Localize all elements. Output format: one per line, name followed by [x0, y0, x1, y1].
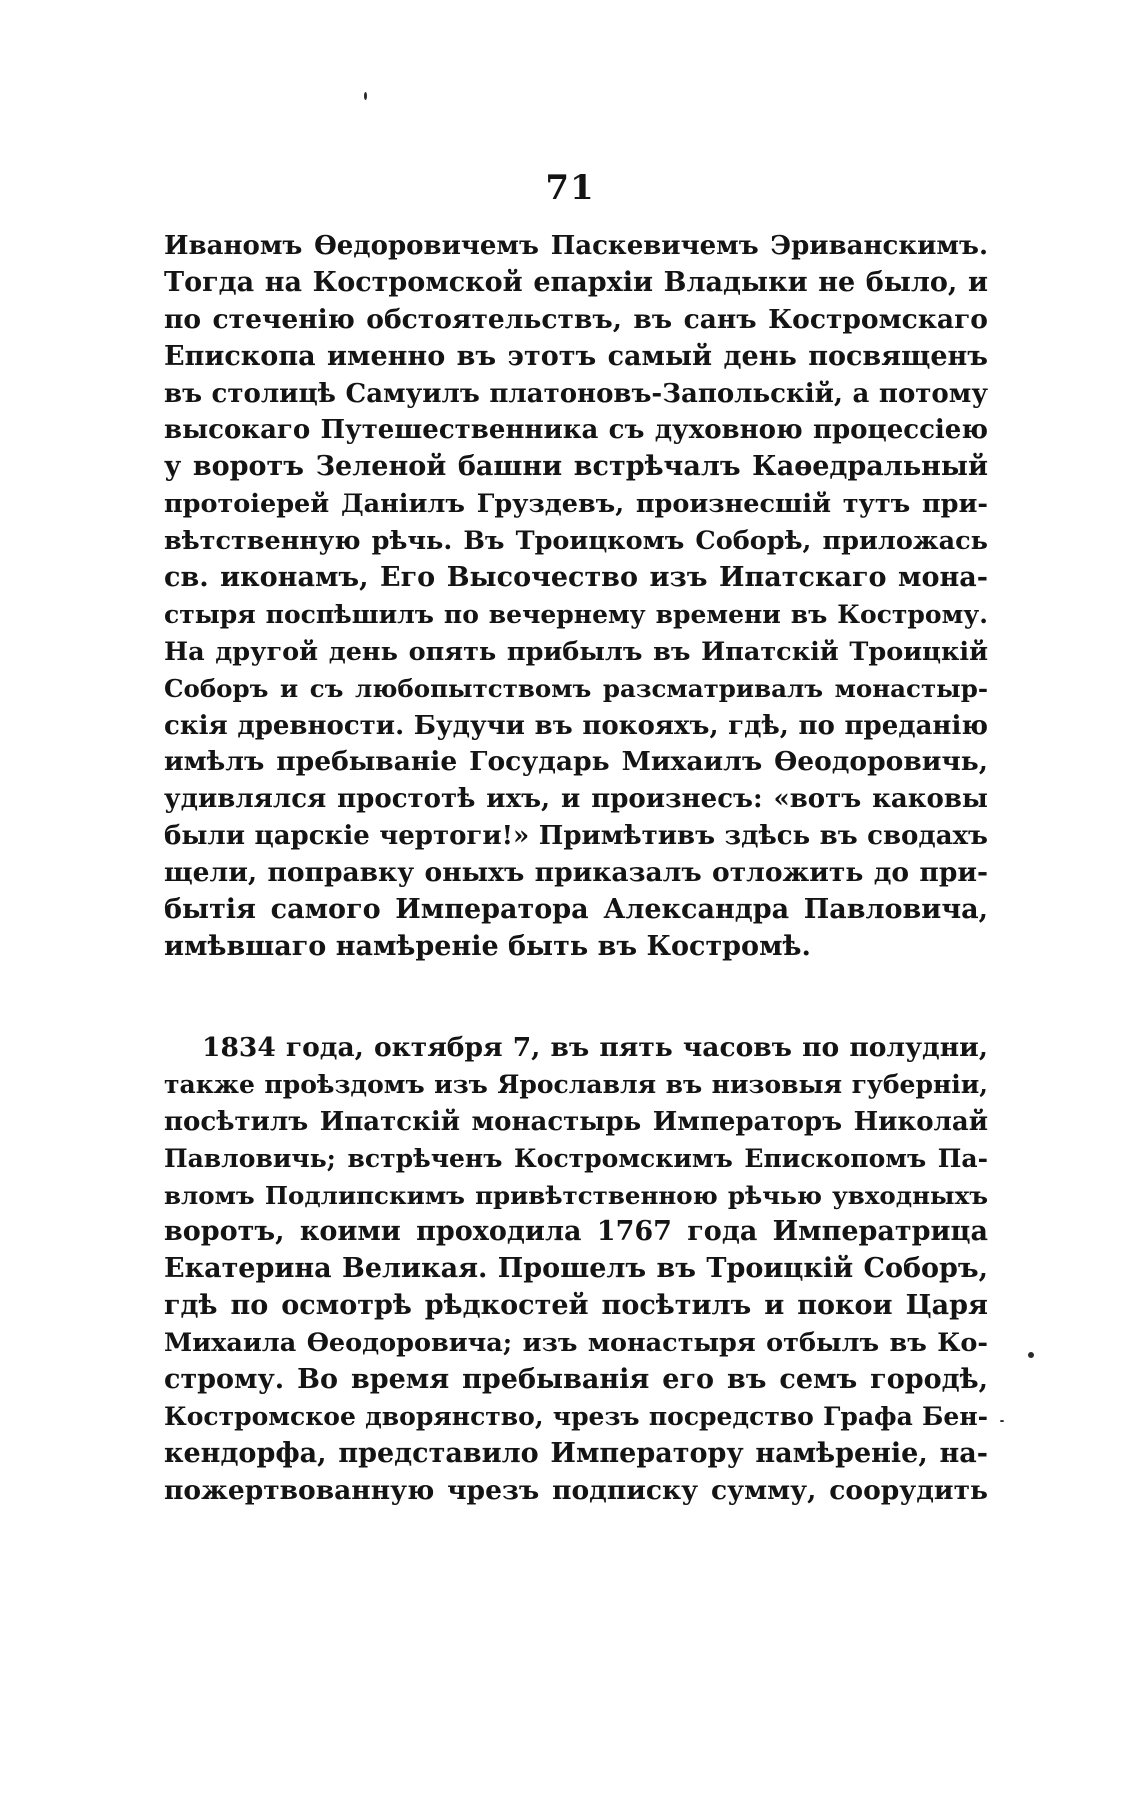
text-line: въ столицѣ Самуилъ платоновъ-Запольскій, а потому: [164, 378, 988, 409]
text-line: высокаго Путешественника съ духовною процессіею: [164, 415, 988, 446]
text-line: стыря поспѣшилъ по вечернему времени въ Кострому.: [164, 599, 988, 629]
text-line: были царскіе чертоги!» Примѣтивъ здѣсь въ сводахъ: [164, 821, 988, 852]
text-line: 1834 года, октября 7, въ пять часовъ по полудни,: [202, 1032, 988, 1063]
text-line: вѣтственную рѣчь. Въ Троицкомъ Соборѣ, приложась: [164, 526, 988, 557]
scan-speck: [1028, 1352, 1034, 1358]
page-number: 71: [545, 168, 595, 208]
text-line: имѣлъ пребываніе Государь Михаилъ Өеодоровичь,: [164, 746, 988, 778]
text-line: воротъ, коими проходила 1767 года Императрица: [164, 1216, 988, 1248]
text-line: Екатерина Великая. Прошелъ въ Троицкій Соборъ,: [164, 1253, 988, 1285]
text-line: кендорфа, представило Императору намѣреніе, на-: [164, 1437, 988, 1469]
text-line: имѣвшаго намѣреніе быть въ Костромѣ.: [164, 930, 811, 962]
text-line: по стеченію обстоятельствъ, въ санъ Костромскаго: [164, 303, 988, 335]
scan-speck: [364, 92, 367, 100]
text-line: Иваномъ Өедоровичемъ Паскевичемъ Эриванскимъ.: [164, 231, 988, 261]
text-line: Михаила Өеодоровича; изъ монастыря отбылъ въ Ко-: [164, 1328, 988, 1359]
text-line: скія древности. Будучи въ покояхъ, гдѣ, по преданію: [164, 710, 988, 741]
paragraph-1: [164, 228, 988, 966]
text-line: гдѣ по осмотрѣ рѣдкостей посѣтилъ и покои Царя: [164, 1290, 988, 1322]
text-line: протоіерей Даніилъ Груздевъ, произнесшій тутъ при-: [164, 489, 988, 520]
text-line: Епископа именно въ этотъ самый день посвященъ: [164, 340, 988, 372]
text-line: Павловичь; встрѣченъ Костромскимъ Епископомъ Па-: [164, 1143, 988, 1173]
text-line: также проѣздомъ изъ Ярославля въ низовыя губерніи,: [164, 1069, 988, 1099]
text-line: Тогда на Костромской епархіи Владыки не было, и: [164, 266, 988, 298]
text-line: строму. Во время пребыванія его въ семъ городѣ,: [164, 1364, 988, 1396]
text-line: На другой день опять прибылъ въ Ипатскій Троицкій: [164, 636, 988, 667]
text-line: у воротъ Зеленой башни встрѣчалъ Каөедральный: [164, 451, 988, 483]
text-line: Костромское дворянство, чрезъ посредство Графа Бен-: [164, 1401, 988, 1431]
text-line: св. иконамъ, Его Высочество изъ Ипатскаго мона-: [164, 562, 988, 594]
text-line: пожертвованную чрезъ подписку сумму, соорудить: [164, 1474, 988, 1506]
text-line: вломъ Подлипскимъ привѣтственною рѣчью увходныхъ: [164, 1180, 988, 1210]
paragraph-2: [164, 1030, 988, 1510]
scan-speck: [1000, 1420, 1004, 1422]
text-line: щели, поправку оныхъ приказалъ отложить до при-: [164, 857, 988, 889]
text-line: бытія самого Императора Александра Павловича,: [164, 894, 988, 926]
text-line: Соборъ и съ любопытствомъ разсматривалъ монастыр-: [164, 673, 988, 703]
text-line: посѣтилъ Ипатскій монастырь Императоръ Николай: [164, 1106, 988, 1137]
text-line: удивлялся простотѣ ихъ, и произнесъ: «вотъ каковы: [164, 784, 988, 815]
